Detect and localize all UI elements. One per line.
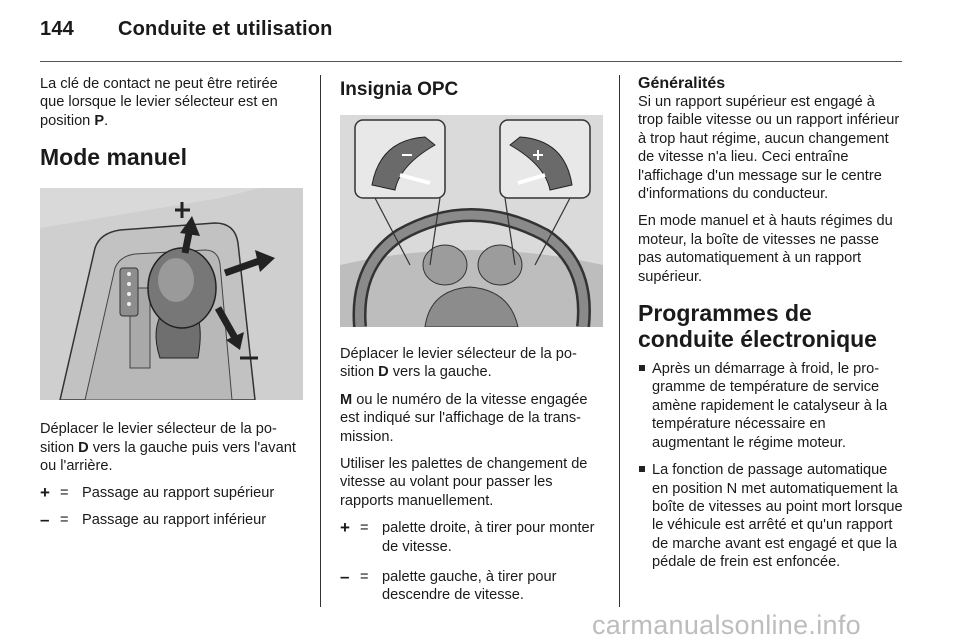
plus-symbol: + — [40, 483, 50, 503]
column-divider-2 — [619, 75, 620, 607]
general-paragraph-1: Si un rapport supérieur est engagé à trop faible vitesse ou un rapport inférieur à trop haut régime, aucun changement de vitesse n'a lieu. Ceci entraîne l'affichage d'un message sur le centre d'informations du conducteur. — [638, 94, 900, 203]
steering-wheel-drawing — [340, 115, 603, 327]
section-heading-general: Généralités — [638, 75, 726, 92]
header-rule — [40, 61, 902, 62]
column-2 — [340, 75, 603, 613]
section-heading-manual-mode: Mode manuel — [40, 144, 187, 171]
section-heading-electronic-programs: Programmes de conduite électronique — [638, 300, 877, 353]
minus-symbol: – — [40, 509, 50, 529]
page-header — [40, 18, 333, 41]
definition-upshift: + = Passage au rapport supérieur — [40, 483, 275, 503]
intro-paragraph: La clé de contact ne peut être retirée que lorsque le levier sélecteur est en position P. — [40, 76, 278, 129]
definition-left-paddle: – = palette gauche, à tirer pour descendre de vitesse. — [340, 567, 557, 604]
opc-move-paragraph: Déplacer le levier sélecteur de la position D vers la gauche. — [340, 346, 577, 381]
section-heading-insignia-opc: Insignia OPC — [340, 79, 459, 100]
page-number: 144 — [40, 18, 74, 40]
list-item: Après un démarrage à froid, le programme de température de service amène rapidement le catalyseur à la température nécessaire en augmentant le régime moteur. — [638, 360, 904, 452]
programs-list — [638, 360, 904, 571]
gear-display-paragraph: M ou le numéro de la vitesse engagée est indiqué sur l'affichage de la transmission. — [340, 391, 588, 445]
manual-move-paragraph: Déplacer le levier sélecteur de la position D vers la gauche puis vers l'avant ou l'arrière. — [40, 421, 296, 475]
definition-right-paddle: + = palette droite, à tirer pour monter de vitesse. — [340, 518, 595, 555]
page-title: Conduite et utilisation — [118, 18, 333, 40]
list-item: La fonction de passage automatique en position N met automatiquement la boîte de vitesses au point mort lorsque le véhicule est arrêté et qu'un rapport de marche avant est engagé et que la pédale de frein est enfoncée. — [638, 461, 904, 571]
paddles-paragraph: Utiliser les palettes de changement de vitesse au volant pour passer les rapports manuellement. — [340, 456, 588, 509]
minus-symbol: – — [340, 567, 350, 587]
square-bullet-icon — [639, 365, 645, 371]
column-divider-1 — [320, 75, 321, 607]
watermark: carmanualsonline.info — [592, 610, 861, 640]
column-1 — [40, 75, 305, 537]
general-paragraph-2: En mode manuel et à hauts régimes du moteur, la boîte de vitesses ne passe pas automatiquement à un rapport supérieur. — [638, 213, 893, 285]
definition-downshift: – = Passage au rapport inférieur — [40, 509, 267, 529]
steering-wheel-paddles-illustration — [340, 115, 603, 327]
gear-selector-drawing — [40, 188, 303, 400]
plus-symbol: + — [340, 518, 350, 538]
square-bullet-icon — [639, 466, 645, 472]
column-3 — [638, 75, 904, 581]
gear-selector-illustration — [40, 188, 303, 400]
